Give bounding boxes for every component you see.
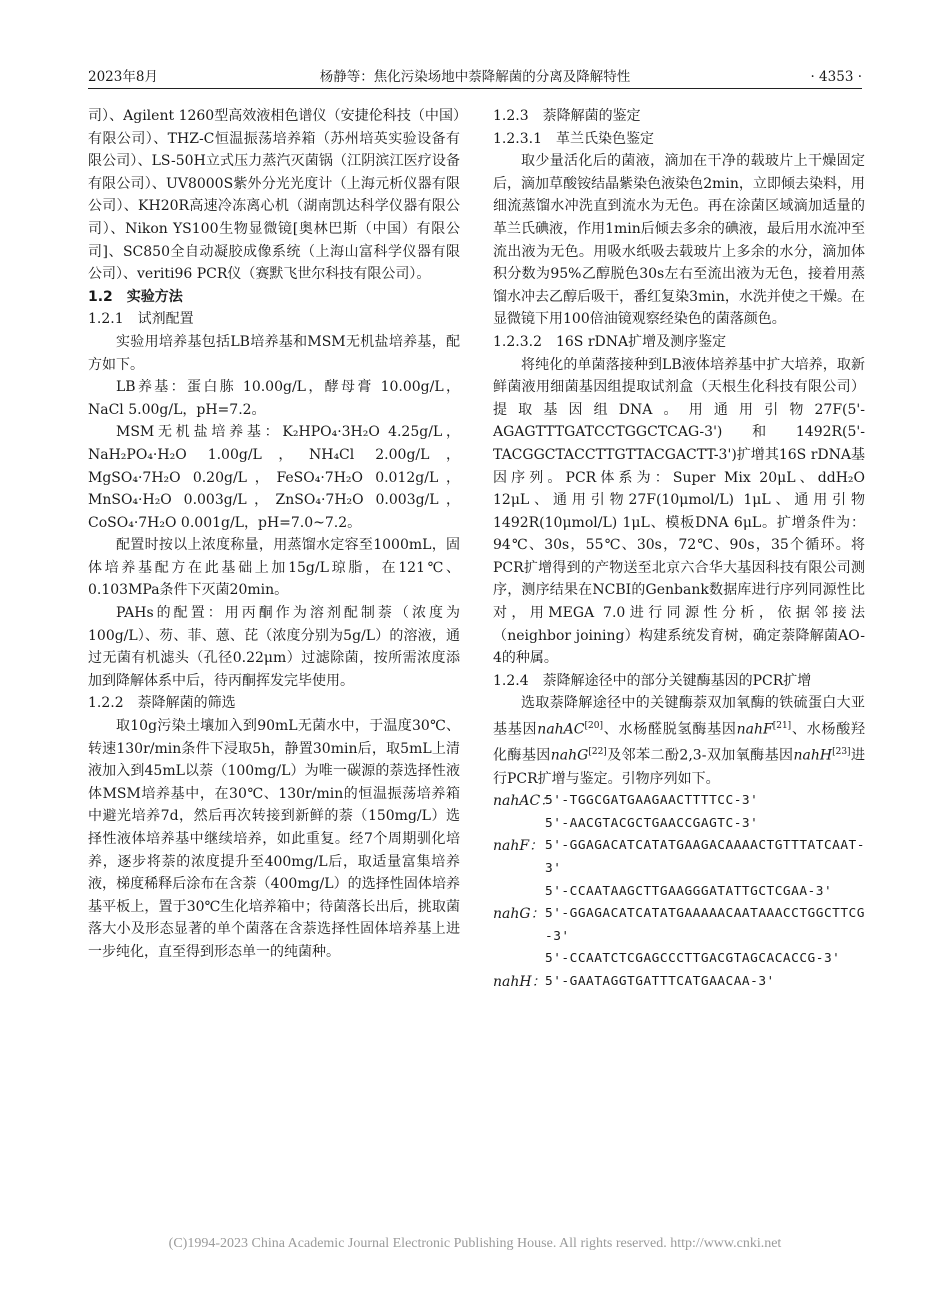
subsection-heading-1-2-3: 1.2.3 萘降解菌的鉴定 bbox=[493, 108, 641, 124]
citation-22: [22] bbox=[588, 747, 607, 758]
primer-nahH: nahH： 5'-GAATAGGTGATTTCATGAACAA-3' bbox=[493, 973, 775, 990]
primer-nahG: nahG： 5'-GGAGACATCATATGAAAAACAATAAACCTGGCTTCG-3' 5'-CCAATCTCGAGCCCTTGACGTAGCACACCG-3' bbox=[493, 906, 865, 967]
gene-nahH: nahH bbox=[793, 747, 833, 764]
gram-stain-paragraph: 取少量活化后的菌液，滴加在干净的载玻片上干燥固定后，滴加草酸铵结晶紫染色液染色2min，立即倾去染料，用细流蒸馏水冲洗直到流水为无色。再在涂菌区域滴加适量的革兰氏碘液，作用1min后倾去多余的碘液，最后用水流冲至流出液为无色。用吸水纸吸去载玻片上多余的水分，滴加体积分数为95%乙醇脱色30s左右至流出液为无色，接着用蒸馏水冲去乙醇后吸干，番红复染3min，水洗并使之干燥。在显微镜下用100倍油镜观察经染色的菌落颜色。 bbox=[493, 153, 865, 328]
subsection-heading-1-2-3-2: 1.2.3.2 16S rDNA扩增及测序鉴定 bbox=[493, 333, 727, 350]
copyright-footer: (C)1994-2023 China Academic Journal Electronic Publishing House. All rights reserved. http://www.cnki.net bbox=[168, 1236, 782, 1251]
gene-nahAC: nahAC bbox=[537, 721, 585, 738]
msm-medium-paragraph: MSM无机盐培养基：K₂HPO₄·3H₂O 4.25g/L，NaH₂PO₄·H₂O 1.00g/L，NH₄Cl 2.00g/L，MgSO₄·7H₂O 0.20g/L，FeSO₄·7H₂O 0.012g/L，MnSO₄·H₂O 0.003g/L，ZnSO₄·7H₂O 0.003g/L，CoSO₄·7H₂O 0.001g/L，pH=7.0~7.2。 bbox=[88, 424, 460, 531]
citation-21: [21] bbox=[772, 721, 792, 732]
gene-nahG: nahG bbox=[550, 747, 589, 764]
pahs-paragraph: PAHs的配置：用丙酮作为溶剂配制萘（浓度为100g/L）、芴、菲、蒽、芘（浓度分别为5g/L）的溶液，通过无菌有机滤头（孔径0.22μm）过滤除菌，按所需浓度添加到降解体系中后，待丙酮挥发完毕使用。 bbox=[88, 605, 460, 689]
header-title: 杨静等：焦化污染场地中萘降解菌的分离及降解特性 bbox=[319, 69, 631, 85]
right-column bbox=[493, 105, 865, 993]
page-number: · 4353 · bbox=[810, 69, 862, 85]
16s-rdna-paragraph: 将纯化的单菌落接种到LB液体培养基中扩大培养，取新鲜菌液用细菌基因组提取试剂盒（天根生化科技有限公司）提取基因组DNA。用通用引物27F(5'-AGAGTTTGATCCTGGCTCAG-3')和1492R(5'-TACGGCTACCTTGTTACGACTT-3')扩增其16S rDNA基因序列。PCR体系为：Super Mix 20μL、ddH₂O 12μL、通用引物27F(10μmol/L) 1μL、通用引物1492R(10μmol/L) 1μL、模板DNA 6μL。扩增条件为：94℃、30s，55℃、30s，72℃、90s，35个循环。将PCR扩增得到的产物送至北京六合华大基因科技有限公司测序，测序结果在NCBI的Genbank数据库进行序列同源性比对，用MEGA 7.0进行同源性分析，依据邻接法（neighbor joining）构建系统发育树，确定萘降解菌AO-4的种属。 bbox=[493, 356, 865, 667]
lb-medium-paragraph: LB养基：蛋白胨 10.00g/L，酵母膏 10.00g/L，NaCl 5.00g/L，pH=7.2。 bbox=[88, 379, 460, 418]
left-column bbox=[88, 105, 460, 964]
running-header bbox=[88, 66, 862, 89]
section-heading-1-2: 1.2 实验方法 bbox=[88, 288, 183, 305]
header-date: 2023年8月 bbox=[88, 69, 158, 85]
subsection-heading-1-2-4: 1.2.4 萘降解途径中的部分关键酶基因的PCR扩增 bbox=[493, 672, 812, 689]
equipment-paragraph: 司）、Agilent 1260型高效液相色谱仪（安捷伦科技（中国）有限公司）、THZ-C恒温振荡培养箱（苏州培英实验设备有限公司）、LS-50H立式压力蒸汽灭菌锅（江阴滨江医疗设备有限公司）、UV8000S紫外分光光度计（上海元析仪器有限公司）、KH20R高速冷冻离心机（湖南凯达科学仪器有限公司）、Nikon YS100生物显微镜[奥林巴斯（中国）有限公司]、SC850全自动凝胶成像系统（上海山富科学仪器有限公司）、veriti96 PCR仪（赛默飞世尔科技有限公司）。 bbox=[88, 108, 460, 283]
primer-nahF: nahF： 5'-GGAGACATCATATGAAGACAAAACTGTTTATCAAT-3' 5'-CCAATAAGCTTGAAGGGATATTGCTCGAA-3' bbox=[493, 838, 865, 899]
subsection-heading-1-2-2: 1.2.2 萘降解菌的筛选 bbox=[88, 695, 236, 712]
subsection-heading-1-2-3-1: 1.2.3.1 革兰氏染色鉴定 bbox=[493, 130, 654, 147]
media-paragraph: 实验用培养基包括LB培养基和MSM无机盐培养基，配方如下。 bbox=[88, 333, 460, 373]
citation-20: [20] bbox=[584, 721, 603, 732]
subsection-heading-1-2-1: 1.2.1 试剂配置 bbox=[88, 311, 194, 328]
citation-23: [23] bbox=[832, 747, 851, 758]
gene-nahF: nahF bbox=[736, 721, 773, 738]
preparation-paragraph: 配置时按以上浓度称量，用蒸馏水定容至1000mL，固体培养基配方在此基础上加15g/L琼脂，在121℃、0.103MPa条件下灭菌20min。 bbox=[88, 537, 460, 599]
primer-nahAC: nahAC： 5'-TGGCGATGAAGAACTTTTCC-3' 5'-AACGTACGCTGAACCGAGTC-3' bbox=[493, 793, 759, 831]
screening-paragraph: 取10g污染土壤加入到90mL无菌水中，于温度30℃、转速130r/min条件下浸取5h，静置30min后，取5mL上清液加入到45mL以萘（100mg/L）为唯一碳源的萘选择性液体MSM培养基中，在30℃、130r/min的恒温振荡培养箱中避光培养7d，然后再次转接到新鲜的萘（150mg/L）选择性液体培养基中继续培养，如此重复。经7个周期驯化培养，逐步将萘的浓度提升至400mg/L后，取适量富集培养液，梯度稀释后涂布在含萘（400mg/L）的选择性固体培养基平板上，置于30℃生化培养箱中；待菌落长出后，挑取菌落大小及形态显著的单个菌落在含萘选择性固体培养基上进一步纯化，直至得到形态单一的纯菌种。 bbox=[88, 718, 460, 960]
genes-paragraph: 选取萘降解途径中的关键酶萘双加氧酶的铁硫蛋白大亚基基因nahAC[20]、水杨醛脱氢酶基因nahF[21]、水杨酸羟化酶基因nahG[22]及邻苯二酚2,3-双加氧酶基因nahH[23]进行PCR扩增与鉴定。引物序列如下。 bbox=[493, 695, 866, 787]
